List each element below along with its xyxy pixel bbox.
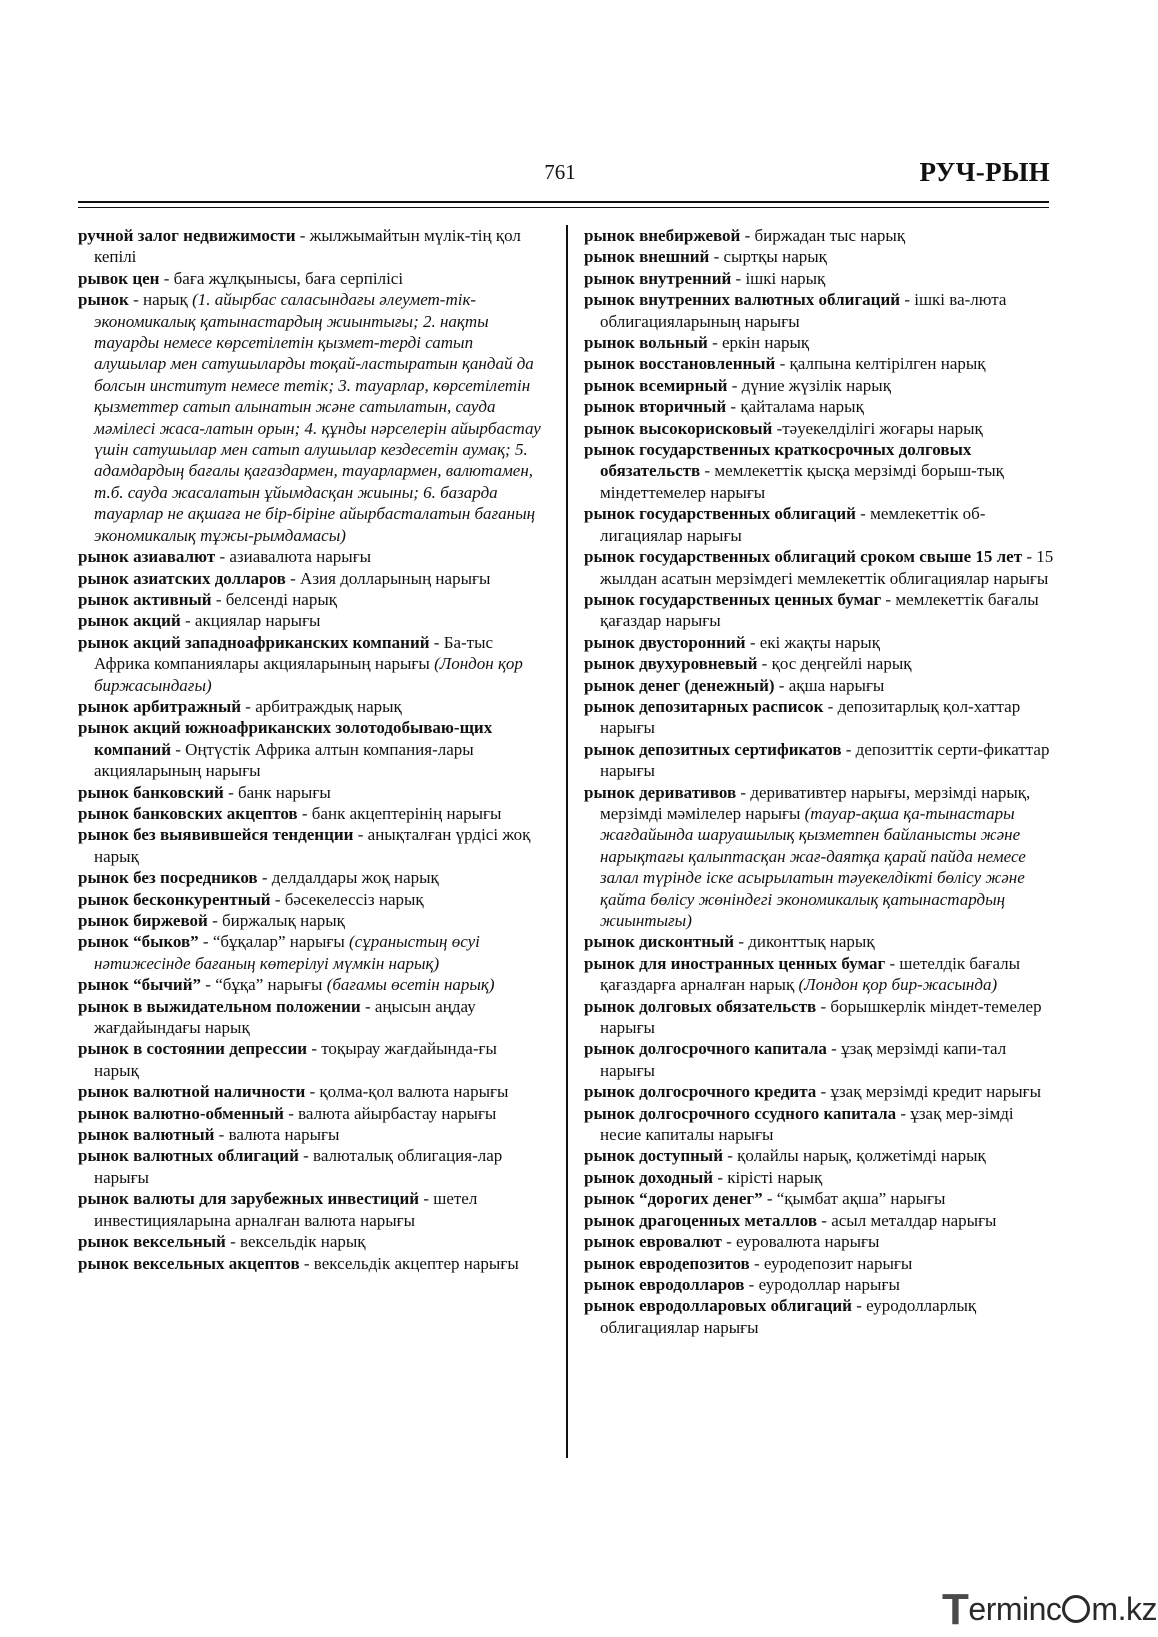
entry-term: рынок евродепозитов	[584, 1253, 750, 1273]
dictionary-entry	[584, 1274, 1054, 1295]
entry-definition: - Оңтүстік Африка алтын компания-лары акцияларының нарығы	[94, 739, 474, 781]
header-rule	[78, 201, 1049, 203]
entry-definition: - банк нарығы	[223, 782, 331, 802]
entry-definition: - екі жақты нарық	[745, 632, 880, 652]
dictionary-entry	[78, 268, 543, 289]
watermark-logo	[942, 1585, 1157, 1635]
entry-term: рынок для иностранных ценных бумаг	[584, 953, 886, 973]
entry-term: рынок валюты для зарубежных инвестиций	[78, 1189, 420, 1209]
entry-definition: - депозитарлық қол-хаттар нарығы	[600, 696, 1021, 738]
dictionary-entry	[78, 1253, 543, 1274]
entry-term: рынок внутренний	[584, 268, 732, 288]
entry-definition: - диконттық нарық	[734, 932, 875, 952]
entry-term: рынок евродолларовых облигаций	[584, 1296, 852, 1316]
right-column	[584, 225, 1054, 1338]
header-rule-thin	[78, 207, 1049, 208]
entry-term: рынок валютно-обменный	[78, 1103, 284, 1123]
entry-definition: - ұзақ мерзімді капи-тал нарығы	[600, 1039, 1007, 1080]
entry-definition: - аңысын аңдау жағдайындағы нарық	[94, 996, 476, 1038]
entry-term: рынок арбитражный	[78, 696, 242, 716]
entry-definition: - еуровалюта нарығы	[721, 1232, 880, 1252]
entry-term: рынок биржевой	[78, 911, 208, 930]
entry-definition: - анықталған үрдісі жоқ нарық	[94, 825, 531, 866]
left-column	[78, 225, 543, 1274]
entry-term: рынок валютной наличности	[78, 1082, 306, 1102]
entry-term: рынок без выявившейся тенденции	[78, 825, 354, 845]
entry-definition: - тоқырау жағдайында-ғы нарық	[94, 1039, 497, 1080]
dictionary-entry	[78, 803, 543, 824]
entry-definition: - ішкі нарық	[731, 268, 826, 288]
entry-note: (Лондон қор бир-жасында)	[798, 975, 998, 995]
entry-term: рынок в состоянии депрессии	[78, 1039, 308, 1059]
dictionary-entry	[584, 653, 1054, 674]
entry-definition: - борышкерлік міндет-темелер нарығы	[600, 996, 1042, 1038]
dictionary-entry	[78, 1124, 543, 1145]
dictionary-entry	[78, 1231, 543, 1252]
dictionary-entry	[78, 632, 543, 696]
entry-term: рывок цен	[78, 268, 160, 288]
entry-definition: - валюта айырбастау нарығы	[283, 1103, 497, 1123]
entry-term: рынок валютный	[78, 1125, 215, 1145]
entry-note: (сұраныстың өсуі нәтижесінде бағаның көтерілуі мүмкін нарық)	[94, 932, 480, 973]
dictionary-entry	[78, 1188, 543, 1231]
entry-definition: - биржалық нарық	[207, 911, 345, 930]
entry-definition: - ішкі ва-люта облигацияларының нарығы	[600, 290, 1007, 331]
entry-term: рынок азиатских долларов	[78, 568, 286, 588]
entry-term: рынок депозитарных расписок	[584, 696, 824, 716]
dictionary-entry	[584, 1167, 1054, 1188]
entry-definition: - 15 жылдан асатын мерзімдегі мемлекеттік облигациялар нарығы	[600, 547, 1054, 588]
entry-term: рынок денег (денежный)	[584, 675, 775, 695]
dictionary-entry	[584, 1038, 1054, 1081]
entry-term: рынок валютных облигаций	[78, 1146, 299, 1166]
entry-term: рынок дисконтный	[584, 932, 735, 952]
entry-term: рынок всемирный	[584, 375, 728, 395]
entry-definition: - асыл металдар нарығы	[817, 1210, 997, 1230]
dictionary-entry	[584, 268, 1054, 289]
dictionary-entry	[78, 867, 543, 888]
dictionary-entry	[78, 589, 543, 610]
dictionary-entry	[78, 910, 543, 931]
entry-term: рынок акций	[78, 611, 181, 631]
entry-definition: - Азия долларының нарығы	[285, 568, 491, 588]
dictionary-entry	[584, 439, 1054, 503]
dictionary-entry	[584, 289, 1054, 332]
entry-definition: - банк акцептерінің нарығы	[297, 803, 502, 823]
entry-definition: - мемлекеттік об-лигациялар нарығы	[600, 504, 986, 545]
entry-term: рынок государственных краткосрочных долговых обязательств	[584, 440, 972, 481]
dictionary-entry	[584, 931, 1054, 952]
entry-term: рынок двусторонний	[584, 632, 746, 652]
entry-definition: - валюта нарығы	[214, 1125, 340, 1145]
dictionary-entry	[584, 996, 1054, 1039]
entry-definition: - азиавалюта нарығы	[215, 547, 372, 567]
dictionary-entry	[584, 1145, 1054, 1166]
entry-definition: - қос деңгейлі нарық	[757, 654, 912, 674]
entry-definition: - кірісті нарық	[713, 1167, 823, 1187]
entry-definition: - қайталама нарық	[726, 397, 864, 417]
entry-term: рынок доходный	[584, 1167, 714, 1187]
dictionary-entry	[78, 1081, 543, 1102]
entry-definition: - акциялар нарығы	[180, 611, 321, 631]
entry-definition: - қолма-қол валюта нарығы	[305, 1082, 509, 1102]
watermark-o-icon	[1062, 1595, 1090, 1623]
entry-term: рынок двухуровневый	[584, 654, 758, 674]
dictionary-entry	[584, 246, 1054, 267]
entry-term: рынок без посредников	[78, 868, 258, 888]
dictionary-entry	[78, 974, 543, 995]
dictionary-entry	[584, 953, 1054, 996]
dictionary-entry	[584, 546, 1054, 589]
entry-definition: - шетел инвестицияларына арналған валюта нарығы	[94, 1189, 478, 1230]
entry-term: рынок депозитных сертификатов	[584, 739, 842, 759]
dictionary-entry	[584, 782, 1054, 932]
entry-definition: - баға жұлқынысы, баға серпілісі	[159, 268, 404, 288]
dictionary-entry	[78, 1145, 543, 1188]
entry-definition: - мемлекеттік бағалы қағаздар нарығы	[600, 589, 1039, 631]
entry-note: (Лондон қор биржасындағы)	[94, 654, 523, 695]
entry-definition: - дүние жүзілік нарық	[727, 375, 891, 395]
entry-term: рынок долгосрочного ссудного капитала	[584, 1103, 897, 1123]
entry-term: рынок “бычий”	[78, 975, 202, 995]
watermark-initial: T	[942, 1585, 969, 1634]
entry-term: рынок евродолларов	[584, 1274, 745, 1294]
entry-definition: - қолайлы нарық, қолжетімді нарық	[723, 1146, 986, 1166]
entry-term: рынок “дорогих денег”	[584, 1189, 763, 1209]
dictionary-entry	[584, 1210, 1054, 1231]
entry-definition: - делдалдары жоқ нарық	[257, 868, 439, 888]
dictionary-entry	[78, 717, 543, 781]
entry-term: рынок вексельных акцептов	[78, 1253, 300, 1273]
entry-term: рынок долгосрочного капитала	[584, 1039, 827, 1059]
running-head: РУЧ-РЫН	[919, 157, 1050, 187]
entry-term: рынок государственных облигаций	[584, 504, 856, 524]
dictionary-entry	[584, 1081, 1054, 1102]
entry-definition: - ұзақ мер-зімді несие капиталы нарығы	[600, 1103, 1014, 1145]
entry-term: рынок государственных ценных бумаг	[584, 589, 882, 609]
dictionary-entry	[584, 696, 1054, 739]
entry-definition: - қалпына келтірілген нарық	[775, 354, 986, 374]
entry-term: рынок доступный	[584, 1146, 723, 1166]
dictionary-entry	[78, 1038, 543, 1081]
entry-term: рынок “быков”	[78, 932, 199, 952]
entry-term: рынок акций западноафриканских компаний	[78, 632, 430, 652]
entry-definition: - жылжымайтын мүлік-тің қол кепілі	[94, 226, 521, 267]
dictionary-entry	[584, 375, 1054, 396]
dictionary-entry	[584, 396, 1054, 417]
entry-term: рынок драгоценных металлов	[584, 1210, 818, 1230]
entry-term: рынок вторичный	[584, 397, 727, 417]
dictionary-entry	[584, 1103, 1054, 1146]
entry-term: рынок евровалют	[584, 1232, 722, 1252]
entry-note: (бағамы өсетін нарық)	[326, 975, 495, 995]
entry-term: рынок восстановленный	[584, 354, 776, 374]
entry-definition: - еуродепозит нарығы	[749, 1253, 913, 1273]
dictionary-entry	[584, 632, 1054, 653]
entry-term: рынок деривативов	[584, 782, 737, 802]
dictionary-entry	[78, 289, 543, 546]
column-divider	[566, 225, 568, 1458]
dictionary-entry	[584, 353, 1054, 374]
entry-term: рынок банковских акцептов	[78, 803, 298, 823]
dictionary-entry	[584, 739, 1054, 782]
entry-definition: -тәуекелділігі жоғары нарық	[772, 418, 983, 438]
entry-note: (1. айырбас саласындағы әлеумет-тік-экономикалық қатынастардың жиынтығы; 2. нақты тауарды немесе көрсетілетін қызмет-терді сатып алушылар мен сатушыларды тоқай-ластыратын қандай да болсын институт немесе тетік; 3. тауарлар, көрсетілетін қызметтер сатып алынатын және сатылатын, сауда мәмілесі жаса-латын орын; 4. құнды нәрселерін айырбастау үшін сатушылар мен сатып алушылар кездесетін аумақ; 5. адамдардың бағалы қағаздармен, тауарлармен, валютамен, т.б. сауда жасалатын ұйымдасқан жиыны; 6. базарда тауарлар не ақшаға не бір-біріне айырбасталатын бағаның экономикалық тұжы-рымдамасы)	[94, 290, 541, 545]
entry-term: рынок	[78, 290, 129, 310]
entry-term: рынок долгосрочного кредита	[584, 1082, 817, 1102]
entry-definition: - “бұқа” нарығы	[201, 975, 327, 995]
dictionary-entry	[78, 782, 543, 803]
entry-definition: - деривативтер нарығы, мерзімді нарық, мерзімді мәмілелер нарығы	[600, 782, 1031, 823]
entry-term: рынок азиавалют	[78, 547, 216, 567]
entry-definition: - “бұқалар” нарығы	[198, 932, 350, 952]
dictionary-entry	[584, 225, 1054, 246]
entry-term: ручной залог недвижимости	[78, 226, 296, 245]
entry-term: рынок внебиржевой	[584, 226, 741, 245]
entry-definition: - еркін нарық	[707, 333, 810, 353]
page-number: 761	[544, 160, 576, 184]
dictionary-entry	[78, 225, 543, 268]
entry-definition: - депозиттік серти-фикаттар нарығы	[600, 739, 1050, 781]
entry-term: рынок внутренних валютных облигаций	[584, 290, 901, 310]
entry-definition: - белсенді нарық	[211, 589, 338, 609]
entry-term: рынок высокорисковый	[584, 418, 773, 438]
dictionary-entry	[584, 418, 1054, 439]
entry-definition: - вексельдік акцептер нарығы	[299, 1253, 519, 1273]
entry-definition: - “қымбат ақша” нарығы	[762, 1189, 946, 1209]
entry-definition: - бәсекелессіз нарық	[270, 889, 424, 909]
dictionary-entry	[78, 931, 543, 974]
dictionary-entry	[584, 332, 1054, 353]
entry-term: рынок банковский	[78, 782, 224, 802]
dictionary-entry	[584, 503, 1054, 546]
dictionary-entry	[584, 589, 1054, 632]
entry-definition: - Ба-тыс Африка компаниялары акцияларының нарығы	[94, 632, 494, 674]
entry-definition: - нарық	[128, 290, 193, 310]
entry-term: рынок вольный	[584, 333, 708, 353]
dictionary-entry	[78, 610, 543, 631]
entry-definition: - мемлекеттік қысқа мерзімді борыш-тық міндеттемелер нарығы	[600, 461, 1004, 502]
dictionary-entry	[78, 889, 543, 910]
entry-note: (тауар-ақша қа-тынастары жағдайында шаруашылық қызметпен байланысты және нарықтағы қалыптасқан жағ-даятқа қарай пайда немесе залал түрінде іске асырылатын тәуекелдікті бөлісу және қайта бөлісу жөніндегі экономикалық қатынастардың жиынтығы)	[600, 803, 1026, 930]
entry-term: рынок в выжидательном положении	[78, 996, 361, 1016]
entry-term: рынок долговых обязательств	[584, 996, 817, 1016]
entry-definition: - шетелдік бағалы қағаздарға арналған нарық	[600, 953, 1021, 995]
entry-definition: - валюталық облигация-лар нарығы	[94, 1146, 503, 1187]
dictionary-entry	[78, 696, 543, 717]
dictionary-entry	[584, 1231, 1054, 1252]
entry-definition: - сыртқы нарық	[709, 247, 827, 267]
dictionary-entry	[584, 1253, 1054, 1274]
dictionary-entry	[78, 546, 543, 567]
dictionary-entry	[584, 1188, 1054, 1209]
entry-definition: - еуродолларлық облигациялар нарығы	[600, 1296, 977, 1337]
entry-definition: - ақша нарығы	[774, 675, 885, 695]
watermark-text: erminc m.kz	[968, 1591, 1157, 1627]
dictionary-entry	[78, 996, 543, 1039]
entry-term: рынок государственных облигаций сроком свыше 15 лет	[584, 547, 1023, 567]
entry-definition: - арбитраждық нарық	[241, 696, 402, 716]
dictionary-entry	[584, 1295, 1054, 1338]
dictionary-entry	[78, 568, 543, 589]
dictionary-entry	[78, 824, 543, 867]
entry-term: рынок вексельный	[78, 1232, 226, 1252]
entry-definition: - вексельдік нарық	[225, 1232, 366, 1252]
entry-definition: - еуродоллар нарығы	[744, 1274, 900, 1294]
entry-term: рынок внешний	[584, 247, 710, 267]
entry-term: рынок активный	[78, 589, 212, 609]
entry-term: рынок бесконкурентный	[78, 889, 271, 909]
entry-term: рынок акций южноафриканских золотодобываю-щих компаний	[78, 718, 493, 759]
entry-definition: - ұзақ мерзімді кредит нарығы	[816, 1082, 1042, 1102]
dictionary-entry	[78, 1103, 543, 1124]
dictionary-entry	[584, 675, 1054, 696]
entry-definition: - биржадан тыс нарық	[740, 226, 906, 245]
